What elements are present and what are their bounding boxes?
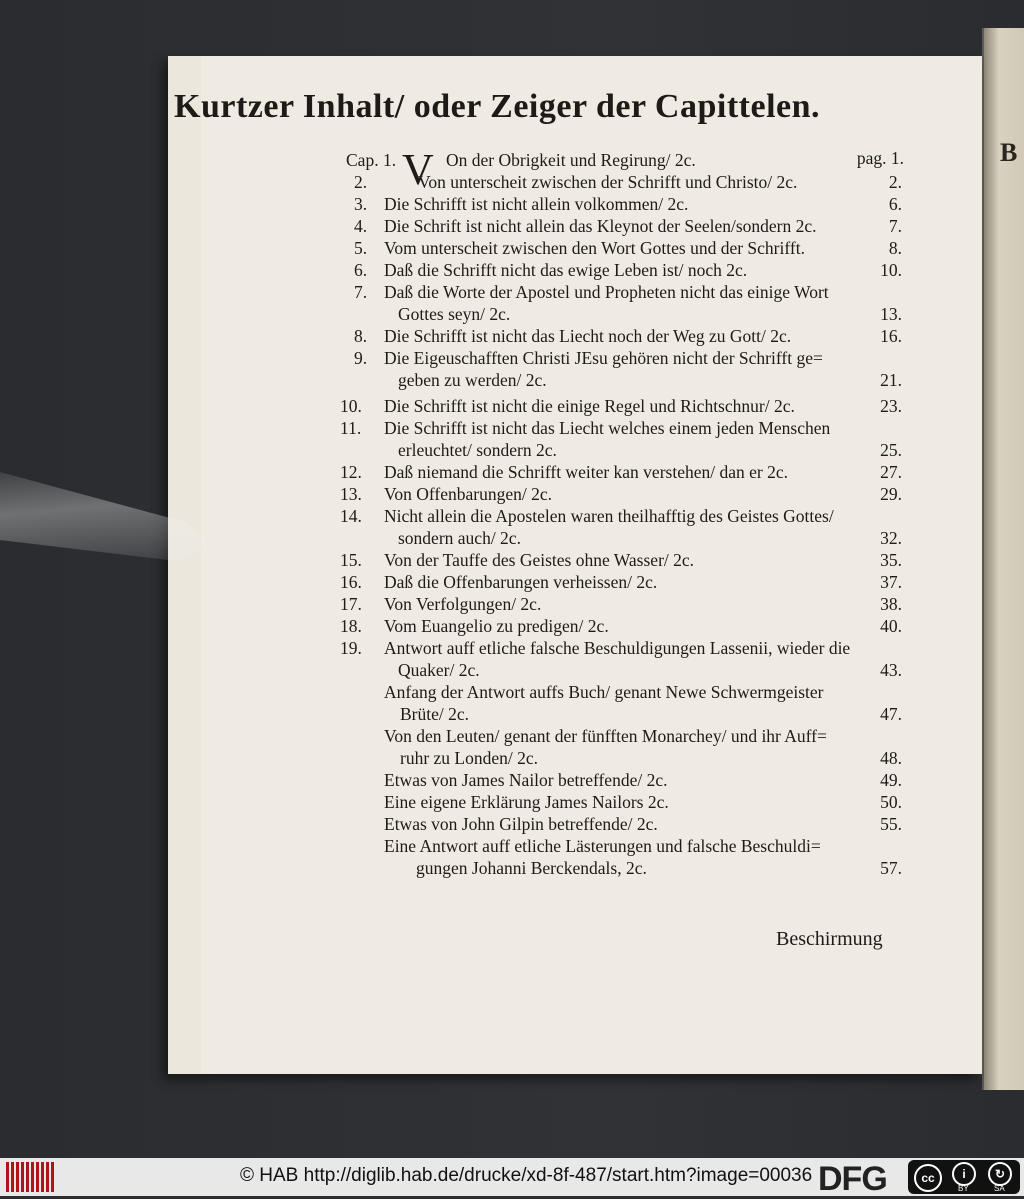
- entry-text: Die Schrifft ist nicht das Liecht welches einem jeden Menschen: [384, 418, 831, 438]
- entry-number: 19.: [340, 638, 362, 658]
- entry-page-number: 55.: [880, 814, 902, 834]
- entry-number: 12.: [340, 462, 362, 482]
- entry-text: Etwas von John Gilpin betreffende/ 2c.: [384, 814, 658, 834]
- entry-page-number: 23.: [880, 396, 902, 416]
- entry-text: Von Verfolgungen/ 2c.: [384, 594, 542, 614]
- entry-text: Von der Tauffe des Geistes ohne Wasser/ 2c.: [384, 550, 695, 570]
- entry-text: ruhr zu Londen/ 2c.: [400, 748, 539, 768]
- entry-text: erleuchtet/ sondern 2c.: [398, 440, 557, 460]
- entry-page-number: 38.: [880, 594, 902, 614]
- entry-number: 11.: [340, 418, 362, 438]
- entry-page-number: 40.: [880, 616, 902, 636]
- entry-page-number: 49.: [880, 770, 902, 790]
- entry-number: 5.: [354, 238, 368, 258]
- entry-page-number: 16.: [880, 326, 902, 346]
- sa-label: SA: [994, 1184, 1005, 1193]
- footer-bar: [0, 1158, 1024, 1196]
- entry-page-number: 50.: [880, 792, 902, 812]
- by-icon: i: [952, 1162, 976, 1186]
- entry-page-number: 7.: [888, 216, 902, 236]
- entry-text: Etwas von James Nailor betreffende/ 2c.: [384, 770, 668, 790]
- entry-text: Nicht allein die Apostelen waren theilhafftig des Geistes Gottes/: [384, 506, 834, 526]
- entry-text: Von den Leuten/ genant der fünfften Monarchey/ und ihr Auff=: [384, 726, 827, 746]
- entry-text: Eine eigene Erklärung James Nailors 2c.: [384, 792, 669, 812]
- entry-text: Von Offenbarungen/ 2c.: [384, 484, 552, 504]
- entry-number: 9.: [354, 348, 368, 368]
- entry-page-number: 35.: [880, 550, 902, 570]
- entry-number: 8.: [354, 326, 368, 346]
- entry-page-number: 25.: [880, 440, 902, 460]
- entry-text: geben zu werden/ 2c.: [398, 370, 547, 390]
- entry-number: 14.: [340, 506, 362, 526]
- entry-page-number: 27.: [880, 462, 902, 482]
- entry-page-number: 37.: [880, 572, 902, 592]
- cc-license-badge[interactable]: [908, 1160, 1020, 1194]
- entry-page-number: 47.: [880, 704, 902, 724]
- drop-capital: V: [402, 145, 434, 194]
- entry-number: 4.: [354, 216, 368, 236]
- entry-number: 3.: [354, 194, 368, 214]
- entry-text: Antwort auff etliche falsche Beschuldigungen Lassenii, wieder die: [384, 638, 851, 658]
- entry-number: 15.: [340, 550, 362, 570]
- entry-page-number: 13.: [880, 304, 902, 324]
- entry-number: 18.: [340, 616, 362, 636]
- entry-text: Die Schrifft ist nicht die einige Regel und Richtschnur/ 2c.: [384, 396, 795, 416]
- entry-page-number: 57.: [880, 858, 902, 878]
- entry-page-number: pag. 1.: [856, 148, 904, 168]
- catchword: Beschirmung: [776, 928, 883, 950]
- entry-page-number: 32.: [880, 528, 902, 548]
- entry-text: Von unterscheit zwischen der Schrifft und Christo/ 2c.: [418, 172, 798, 192]
- by-label: BY: [958, 1184, 969, 1193]
- entry-text: Die Schrift ist nicht allein das Kleynot der Seelen/sondern 2c.: [384, 216, 817, 236]
- entry-text: Vom Euangelio zu predigen/ 2c.: [384, 616, 609, 636]
- entry-page-number: 2.: [888, 172, 902, 192]
- entry-number: 7.: [354, 282, 368, 302]
- library-barcode-logo: [6, 1162, 54, 1192]
- entry-page-number: 48.: [880, 748, 902, 768]
- entry-page-number: 10.: [880, 260, 902, 280]
- cc-icon: cc: [914, 1164, 942, 1192]
- entry-number: 6.: [354, 260, 368, 280]
- entry-number: 13.: [340, 484, 362, 504]
- entry-page-number: 29.: [880, 484, 902, 504]
- facing-page-fragment: B: [1000, 138, 1018, 167]
- entry-page-number: 8.: [888, 238, 902, 258]
- sa-icon: ↻: [988, 1162, 1012, 1186]
- entry-text: Daß die Offenbarungen verheissen/ 2c.: [384, 572, 658, 592]
- entry-number: 17.: [340, 594, 362, 614]
- entry-text: Die Schrifft ist nicht das Liecht noch der Weg zu Gott/ 2c.: [384, 326, 792, 346]
- entry-text: Daß die Schrifft nicht das ewige Leben ist/ noch 2c.: [384, 260, 748, 280]
- credit-link[interactable]: © HAB http://diglib.hab.de/drucke/xd-8f-487/start.htm?image=00036: [240, 1165, 813, 1186]
- entry-page-number: 21.: [880, 370, 902, 390]
- entry-page-number: 6.: [888, 194, 902, 214]
- entry-text: sondern auch/ 2c.: [398, 528, 521, 548]
- entry-number: 2.: [354, 172, 368, 192]
- entry-text: Quaker/ 2c.: [398, 660, 480, 680]
- entry-text: Anfang der Antwort auffs Buch/ genant Newe Schwermgeister: [384, 682, 824, 702]
- page-title: Kurtzer Inhalt/ oder Zeiger der Capittelen.: [174, 88, 821, 125]
- entry-text: Eine Antwort auff etliche Lästerungen und falsche Beschuldi=: [384, 836, 821, 856]
- entry-number: Cap. 1.: [346, 150, 397, 170]
- entry-page-number: 43.: [880, 660, 902, 680]
- dfg-logo: DFG: [818, 1160, 887, 1198]
- entry-text: Brüte/ 2c.: [400, 704, 470, 724]
- entry-number: 16.: [340, 572, 362, 592]
- entry-text: On der Obrigkeit und Regirung/ 2c.: [446, 150, 696, 170]
- entry-text: Die Eigeuschafften Christi JEsu gehören nicht der Schrifft ge=: [384, 348, 823, 368]
- entry-text: Daß die Worte der Apostel und Propheten nicht das einige Wort: [384, 282, 829, 302]
- entry-text: Vom unterscheit zwischen den Wort Gottes und der Schrifft.: [384, 238, 805, 258]
- entry-number: 10.: [340, 396, 362, 416]
- entry-text: Daß niemand die Schrifft weiter kan verstehen/ dan er 2c.: [384, 462, 788, 482]
- entry-text: gungen Johanni Berckendals, 2c.: [416, 858, 647, 878]
- entry-text: Die Schrifft ist nicht allein volkommen/ 2c.: [384, 194, 689, 214]
- entry-text: Gottes seyn/ 2c.: [398, 304, 511, 324]
